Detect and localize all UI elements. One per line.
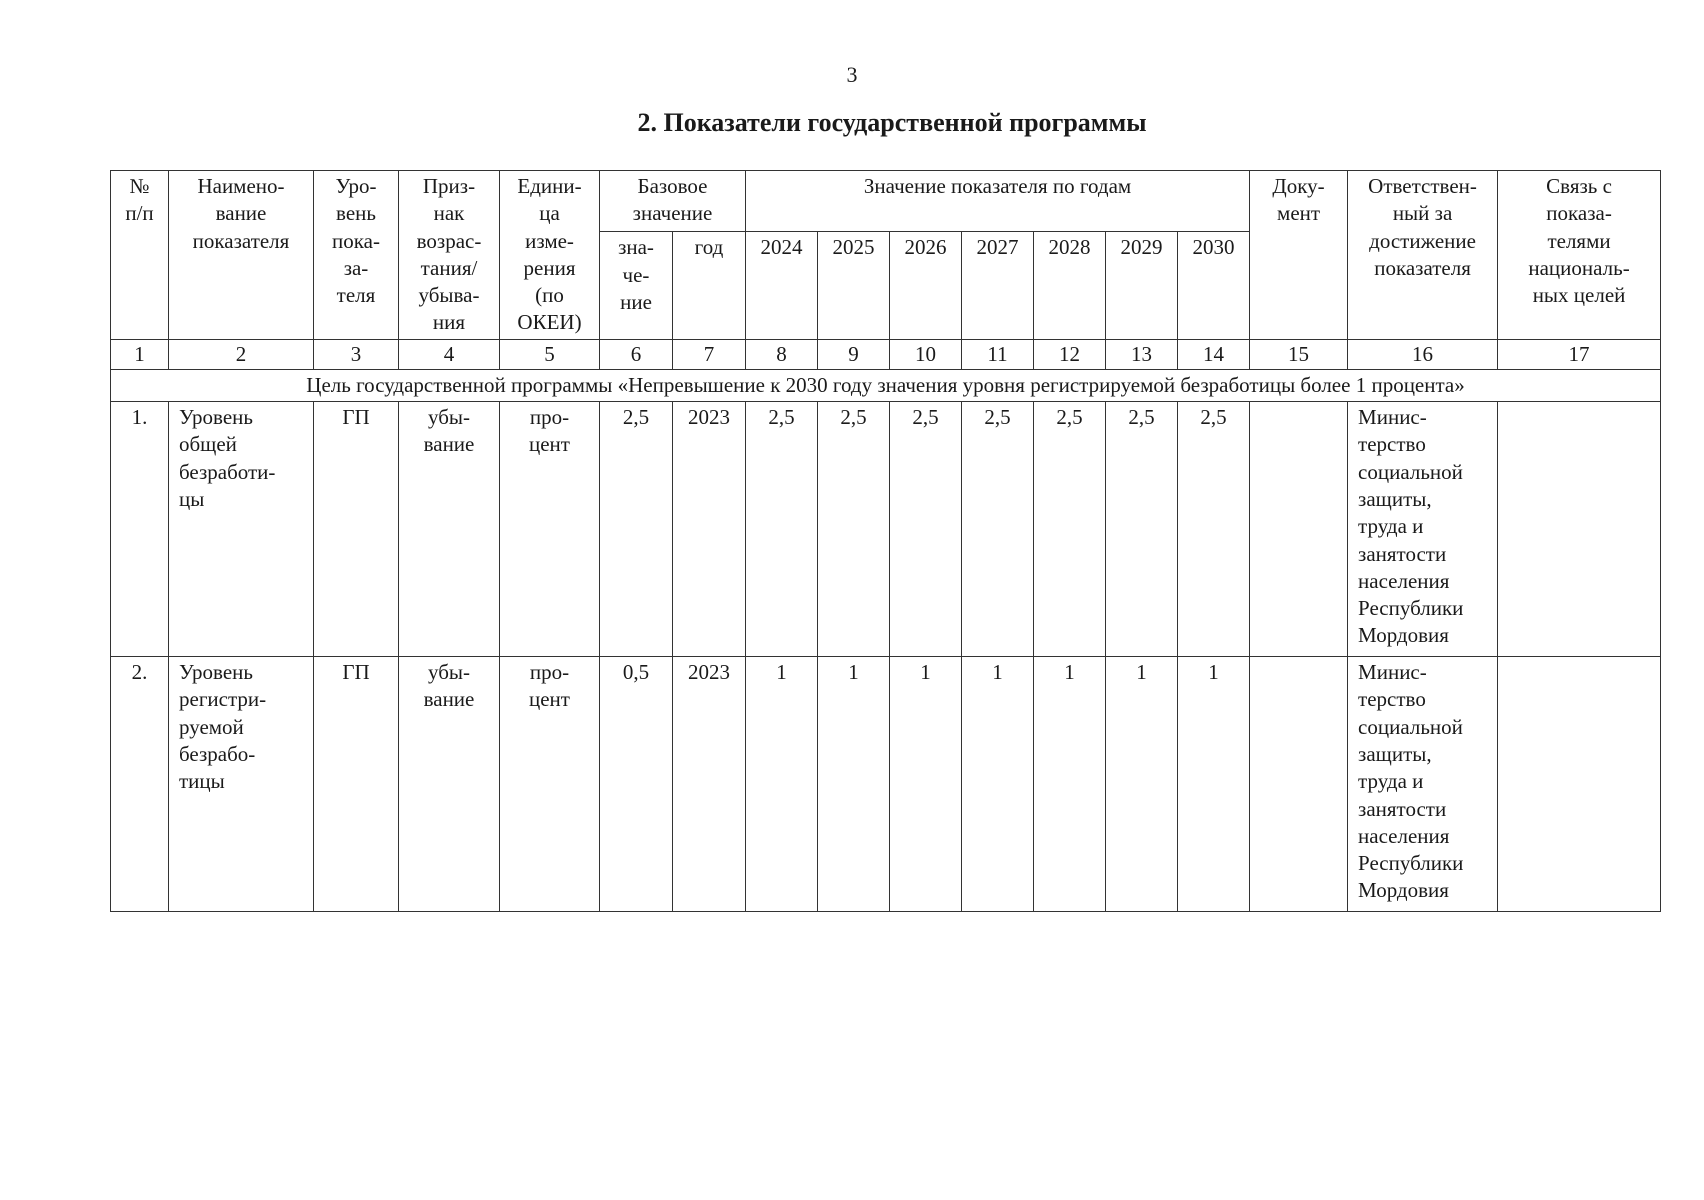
goal-row [111,369,1661,401]
header-base: Базовое значение [600,171,746,232]
column-number: 12 [1034,339,1106,369]
row-base-year: 2023 [673,402,746,657]
row-year-value: 1 [746,657,818,912]
column-number: 3 [314,339,399,369]
row-link [1498,402,1661,657]
header-year: 2027 [962,232,1034,339]
column-number: 1 [111,339,169,369]
row-level: ГП [314,402,399,657]
row-year-value: 1 [962,657,1034,912]
row-year-value: 2,5 [1034,402,1106,657]
header-link: Связь с показа- телями националь- ных целей [1498,171,1661,340]
row-name: Уровень регистри- руемой безрабо- тицы [169,657,314,912]
header-year: 2028 [1034,232,1106,339]
table-row [111,402,1661,657]
header-document: Доку- мент [1250,171,1348,340]
page-number: 3 [846,62,858,87]
column-numbers-row [111,339,1661,369]
header-year: 2030 [1178,232,1250,339]
row-year-value: 2,5 [1178,402,1250,657]
column-number: 16 [1348,339,1498,369]
indicators-table [110,170,1661,912]
header-year: 2026 [890,232,962,339]
row-year-value: 2,5 [746,402,818,657]
row-year-value: 2,5 [1106,402,1178,657]
table-row [111,657,1661,912]
column-number: 4 [399,339,500,369]
column-number: 8 [746,339,818,369]
column-number: 2 [169,339,314,369]
document-title: 2. Показатели государственной программы [637,108,1147,137]
header-year: 2024 [746,232,818,339]
row-name: Уровень общей безработи- цы [169,402,314,657]
header-level: Уро- вень пока- за- теля [314,171,399,340]
header-year: 2029 [1106,232,1178,339]
header-year: 2025 [818,232,890,339]
row-num: 2. [111,657,169,912]
row-year-value: 1 [818,657,890,912]
column-number: 10 [890,339,962,369]
column-number: 5 [500,339,600,369]
column-number: 11 [962,339,1034,369]
row-year-value: 1 [890,657,962,912]
row-year-value: 2,5 [962,402,1034,657]
header-responsible: Ответствен- ный за достижение показателя [1348,171,1498,340]
row-year-value: 2,5 [890,402,962,657]
row-year-value: 1 [1034,657,1106,912]
header-num: № п/п [111,171,169,340]
header-base-year: год [673,232,746,339]
column-number: 6 [600,339,673,369]
header-unit: Едини- ца изме- рения (по ОКЕИ) [500,171,600,340]
column-number: 14 [1178,339,1250,369]
column-number: 13 [1106,339,1178,369]
row-link [1498,657,1661,912]
row-year-value: 2,5 [818,402,890,657]
row-year-value: 1 [1106,657,1178,912]
row-responsible: Минис- терство социальной защиты, труда и занятости населения Республики Мордовия [1348,402,1498,657]
header-name: Наимено- вание показателя [169,171,314,340]
row-base-year: 2023 [673,657,746,912]
row-responsible: Минис- терство социальной защиты, труда и занятости населения Республики Мордовия [1348,657,1498,912]
column-number: 15 [1250,339,1348,369]
row-unit: про- цент [500,402,600,657]
row-num: 1. [111,402,169,657]
program-goal: Цель государственной программы «Непревышение к 2030 году значения уровня регистрируемой безработицы более 1 процента» [111,369,1661,401]
header-base-value: зна- че- ние [600,232,673,339]
row-sign: убы- вание [399,657,500,912]
row-level: ГП [314,657,399,912]
row-year-value: 1 [1178,657,1250,912]
row-base-value: 0,5 [600,657,673,912]
row-document [1250,402,1348,657]
row-base-value: 2,5 [600,402,673,657]
column-number: 17 [1498,339,1661,369]
header-row-1 [111,171,1661,232]
row-document [1250,657,1348,912]
column-number: 7 [673,339,746,369]
header-values-by-years: Значение показателя по годам [746,171,1250,232]
row-unit: про- цент [500,657,600,912]
column-number: 9 [818,339,890,369]
row-sign: убы- вание [399,402,500,657]
header-sign: Приз- нак возрас- тания/ убыва- ния [399,171,500,340]
